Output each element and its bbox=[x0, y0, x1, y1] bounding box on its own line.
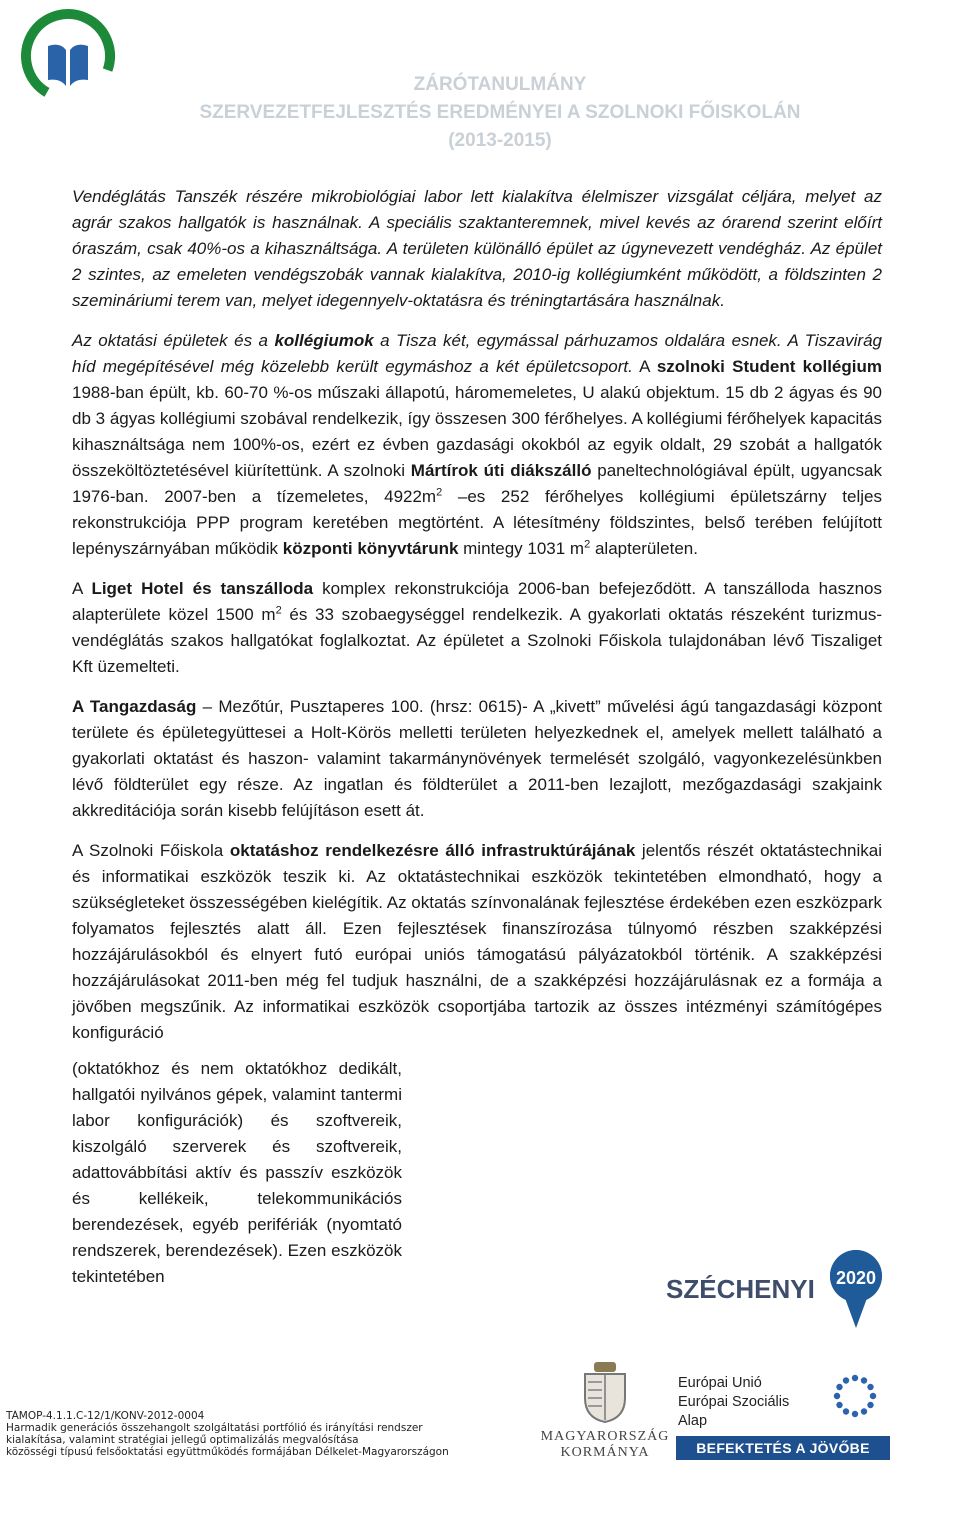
header-subtitle: SZERVEZETFEJLESZTÉS EREDMÉNYEI A SZOLNOKI FŐISKOLÁN bbox=[199, 102, 801, 123]
paragraph-liget-hotel: A Liget Hotel és tanszálloda komplex rekonstrukciója 2006-ban befejeződött. A tanszálloda hasznos alapterülete közel 1500 $m^2$ és 33 szobaegységgel rendelkezik. A gyakorlati oktatás részeként turizmus-vendéglátás szakos hallgatókat foglalkoztat. Az épületet a Szolnoki Főiskola tulajdonában lévő Tiszaliget Kft üzemelteti. bbox=[72, 579, 883, 676]
government-line2: KORMÁNYA bbox=[560, 1445, 650, 1460]
footer-line2: Harmadik generációs összehangolt szolgáltatási portfólió és irányítási rendszer bbox=[6, 1422, 423, 1434]
paragraph-informatikai-eszkozok: (oktatókhoz és nem oktatókhoz dedikált, hallgatói nyilvános gépek, valamint tantermi labor konfigurációk) és szoftvereik, kiszolgáló szerverek és szoftvereik, adattovábbítási aktív és passzív eszközök és kellékeik, telekommunikációs berendezések, egyéb perifériák (nyomtató rendszerek, berendezések). Ezen eszközök tekintetében bbox=[72, 1059, 402, 1286]
header-years: (2013-2015) bbox=[448, 130, 552, 151]
header-title: ZÁRÓTANULMÁNY bbox=[413, 74, 587, 95]
paragraph-tangazdasag: A Tangazdaság – Mezőtúr, Pusztaperes 100. (hrsz: 0615)- A „kivett” művelési ágú tangazdasági központ területe és épületegyüttesei a Holt-Körös melletti területen helyezkednek el, amelyek mellett található a gyakorlati oktatást és haszon- valamint takarmánynövények termelését szolgáló, vagyonkezelésünkben lévő földterület egy része. Az ingatlan és földterület a 2011-ben lezajlott, mezőgazdasági szakjaink akkreditációja során kisebb felújításon esett át. bbox=[72, 697, 882, 820]
paragraph-kollegiumok: Az oktatási épületek és a kollégiumok a Tisza két, egymással párhuzamos oldalára esnek. A Tiszavirág híd megépítésével még közelebb került egymáshoz a két épületcsoport. A szolnoki Student kollégium 1988-ban épült, kb. 60-70 %-os műszaki állapotú, háromemeletes, U alakú objektum. 15 db 2 ágyas és 90 db 3 ágyas kollégiumi szobával rendelkezik, így összesen 300 férőhelyes. A kollégiumi férőhelyek kapacitás kihasználtsága nem 100%-os, ezért ez évben gazdasági okokból az egyik oldalt, 29 szobát a hallgatók összeköltöztetésével kiürítettünk. A szolnoki Mártírok úti diákszálló paneltechnológiával épült, ugyancsak 1976-ban. 2007-ben a tízemeletes, $4922m^2$ –es 252 férőhelyes kollégiumi épületszárny teljes rekonstrukciója PPP program keretében megtörtént. A létesítmény földszintes, belső terében felújított lepényszárnyában működik központi könyvtárunk mintegy 1031 $m^2$ alapterületen. bbox=[72, 331, 882, 558]
footer-line3: kialakítása, valamint stratégiai jellegű optimalizálás megvalósítása bbox=[6, 1434, 359, 1446]
footer-project-id: TÁMOP-4.1.1.C-12/1/KONV-2012-0004 bbox=[6, 1410, 205, 1422]
main-text bbox=[72, 184, 882, 1304]
coat-of-arms-icon bbox=[580, 1360, 630, 1424]
eu-flag-icon bbox=[820, 1372, 890, 1422]
eu-line2: Európai Szociális bbox=[678, 1394, 790, 1410]
footer-line4: közösségi típusú felsőoktatási együttműködés formájában Délkelet-Magyarországon bbox=[6, 1446, 449, 1458]
government-line1: MAGYARORSZÁG bbox=[540, 1429, 670, 1444]
szechenyi-2020-logo bbox=[656, 1230, 906, 1350]
szechenyi-year: 2020 bbox=[835, 1268, 877, 1288]
investment-in-future-banner: BEFEKTETÉS A JÖVŐBE bbox=[676, 1436, 890, 1460]
project-footer bbox=[6, 1410, 476, 1458]
paragraph-vendeghaz: Vendéglátás Tanszék részére mikrobiológiai labor lett kialakítva élelmiszer vizsgálat céljára, melyet az agrár szakos hallgatók is használnak. A speciális szaktanteremnek, mivel kevés az órarend szerint előírt óraszám, csak 40%-os a kihasználtsága. A területen különálló épület az úgynevezett vendégház. Az épület 2 szintes, az emeleten vendégszobák vannak kialakítva, 2010-ig kollégiumként működött, a földszinten 2 szemináriumi terem van, melyet idegennyelv-oktatásra és tréningtartására használnak. bbox=[72, 187, 882, 310]
paragraph-infrastruktura: A Szolnoki Főiskola oktatáshoz rendelkezésre álló infrastruktúrájának jelentős részét oktatástechnikai és informatikai eszközök teszik ki. Az oktatástechnikai eszközök tekintetében elmondható, hogy a szükségleteket összességében kielégítik. Az oktatás színvonalának fejlesztése érdekében ezen eszközpark folyamatos fejlesztés alatt áll. Ezen fejlesztések finanszírozása túlnyomó részben szakképzési hozzájárulásokból és elnyert futó európai uniós támogatású pályázatokból történik. A szakképzési hozzájárulásokat 2011-ben még fel tudjuk használni, de a szakképzési hozzájárulásnak ez a formája a jövőben megszűnik. Az informatikai eszközök csoportjába tartozik az összes intézményi számítógépes konfiguráció bbox=[72, 841, 882, 1042]
szechenyi-word: SZÉCHENYI bbox=[666, 1274, 815, 1304]
eu-line3: Alap bbox=[678, 1413, 708, 1429]
institution-logo bbox=[18, 6, 118, 106]
hungarian-government-logo bbox=[540, 1360, 670, 1470]
eu-line1: Európai Unió bbox=[678, 1375, 762, 1391]
eu-text-block bbox=[678, 1374, 789, 1431]
